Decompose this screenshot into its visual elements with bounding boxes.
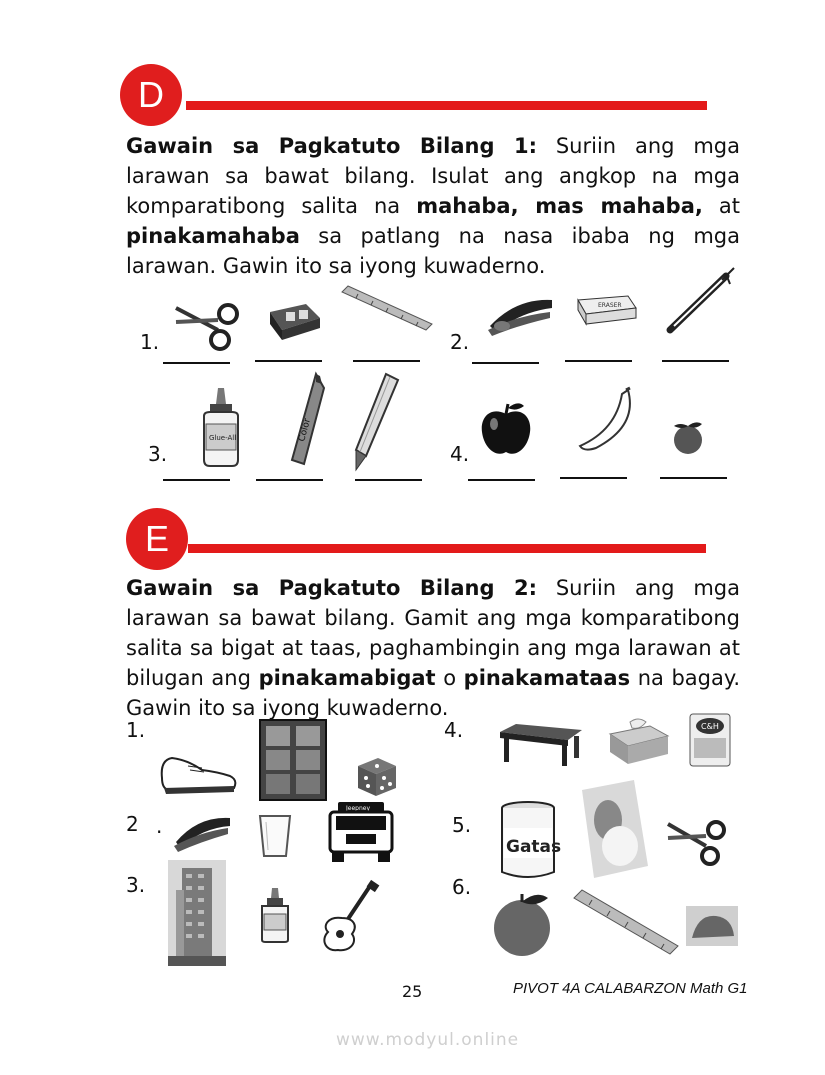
answer-blank[interactable] (662, 360, 729, 362)
d-item-3-number: 3. (148, 442, 168, 466)
pencil-icon (352, 372, 402, 472)
section-d-badge: D (120, 64, 182, 126)
sugar-bag-icon[interactable] (688, 710, 732, 768)
answer-blank[interactable] (560, 477, 627, 479)
scissors-icon (172, 300, 242, 352)
answer-blank[interactable] (163, 479, 230, 481)
stapler-icon (486, 296, 556, 338)
paper-pack-icon[interactable] (578, 780, 650, 880)
orange-icon (668, 420, 708, 456)
e-item-4-number: 4. (444, 718, 464, 742)
answer-blank[interactable] (163, 362, 230, 364)
activity-1-instructions: Gawain sa Pagkatuto Bilang 1: Suriin ang mga larawan sa bawat bilang. Isulat ang angkop na mga komparatibong salita na mahaba, mas mahaba, at pinakamahaba sa patlang na nasa ibaba ng mga larawan. Gawin ito sa iyong kuwaderno. (126, 134, 741, 278)
e-item-5-number: 5. (452, 813, 472, 837)
glass-icon[interactable] (258, 812, 292, 858)
answer-blank[interactable] (353, 360, 420, 362)
scissors-icon[interactable] (666, 818, 728, 866)
ruler-icon[interactable] (570, 890, 680, 956)
crayon-icon (286, 372, 330, 468)
pen-icon (664, 266, 740, 336)
orange-icon[interactable] (492, 890, 556, 958)
building-icon[interactable] (168, 860, 226, 966)
page-number: 25 (402, 982, 423, 1001)
section-d-divider (186, 101, 707, 110)
milk-can-icon[interactable] (498, 800, 562, 882)
stone-icon[interactable] (686, 906, 738, 946)
series-label: PIVOT 4A CALABARZON Math G1 (513, 980, 748, 997)
activity-1-title: Gawain sa Pagkatuto Bilang 1: (126, 134, 537, 158)
section-e-badge: E (126, 508, 188, 570)
glue-bottle-icon[interactable] (258, 886, 292, 944)
e-item-2-number: 2 (126, 812, 139, 836)
activity-2-instructions: Gawain sa Pagkatuto Bilang 2: Suriin ang mga larawan sa bawat bilang. Gamit ang mga komparatibong salita sa bigat at taas, paghambingin ang mga larawan at bilugan ang pinakamabigat o pinakamataas na bagay. Gawin ito sa iyong kuwaderno. (126, 576, 740, 720)
d-item-2-number: 2. (450, 330, 470, 354)
activity-2-title: Gawain sa Pagkatuto Bilang 2: (126, 576, 537, 600)
answer-blank[interactable] (355, 479, 422, 481)
eraser-text: ERASER (598, 302, 622, 309)
ruler-icon (338, 286, 433, 332)
apple-icon (478, 400, 534, 458)
sharpener-icon (266, 300, 322, 342)
answer-blank[interactable] (660, 477, 727, 479)
e-item-3-number: 3. (126, 873, 146, 897)
e-item-6-number: 6. (452, 875, 472, 899)
answer-blank[interactable] (468, 479, 535, 481)
eraser-icon (574, 294, 638, 328)
answer-blank[interactable] (472, 362, 539, 364)
banana-icon (576, 386, 638, 456)
d-item-4-number: 4. (450, 442, 470, 466)
svg-text:C&H: C&H (701, 722, 719, 731)
e-item-1-number: 1. (126, 718, 146, 742)
answer-blank[interactable] (565, 360, 632, 362)
tissue-box-icon[interactable] (606, 716, 670, 768)
jeepney-icon[interactable] (326, 800, 396, 864)
d-item-1-number: 1. (140, 330, 160, 354)
dice-icon[interactable] (354, 756, 398, 798)
svg-text:Gatas: Gatas (506, 837, 562, 857)
watermark: www.modyul.online (336, 1030, 520, 1050)
answer-blank[interactable] (255, 360, 322, 362)
e-item-2-dot: . (156, 814, 163, 838)
table-icon[interactable] (498, 722, 584, 766)
glue-bottle-icon (198, 386, 246, 468)
stapler-icon[interactable] (172, 814, 232, 854)
answer-blank[interactable] (256, 479, 323, 481)
guitar-icon[interactable] (318, 882, 382, 954)
shoe-icon[interactable] (158, 748, 238, 796)
svg-text:Glue-All: Glue-All (209, 434, 237, 442)
svg-text:Color: Color (297, 417, 313, 443)
cabinet-icon[interactable] (258, 718, 328, 802)
svg-text:Jeepney: Jeepney (346, 805, 371, 812)
section-e-divider (188, 544, 706, 553)
